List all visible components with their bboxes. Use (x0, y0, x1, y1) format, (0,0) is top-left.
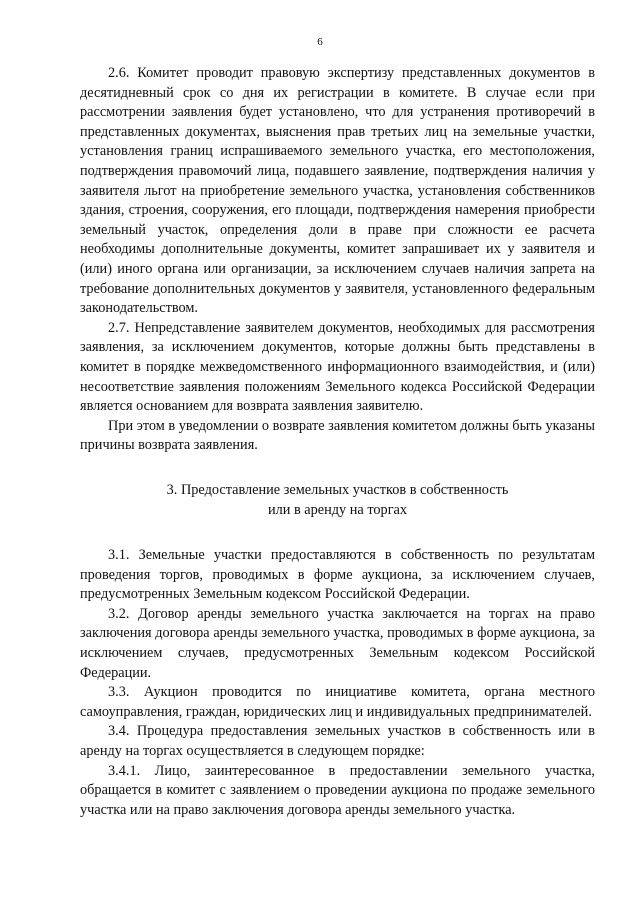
section-3-heading (80, 480, 595, 520)
page-number: 6 (317, 36, 323, 48)
paragraph-3-2: 3.2. Договор аренды земельного участка заключается на торгах на право заключения договора аренды земельного участка, проводимых в форме аукциона, за исключением случаев, предусмотренных Земельным кодексом Российской Федерации. (80, 605, 595, 681)
paragraph-3-3: 3.3. Аукцион проводится по инициативе комитета, органа местного самоуправления, граждан, юридических лиц и индивидуальных предпринимателей. (80, 684, 595, 720)
section-3-title-line-1: 3. Предоставление земельных участков в собственность (166, 482, 509, 498)
paragraph-3-4: 3.4. Процедура предоставления земельных участков в собственность или в аренду на торгах осуществляется в следующем порядке: (80, 723, 595, 759)
paragraph-2-6: 2.6. Комитет проводит правовую экспертизу представленных документов в десятидневный срок со дня их регистрации в комитете. В случае если при рассмотрении заявления будет установлено, что для устранения противоречий в представленных документах, выяснения прав третьих лиц на земельные участки, установления границ испрашиваемого земельного участка, его местоположения, подтверждения правомочий лица, подавшего заявление, подтверждения наличия у заявителя льгот на приобретение земельного участка, установления собственников здания, строения, сооружения, его площади, подтверждения намерения приобрести земельный участок, определения доли в праве при сложности ее расчета необходимы дополнительные документы, комитет запрашивает их у заявителя и (или) иного органа или организации, за исключением случаев наличия запрета на требование дополнительных документов у заявителя, установленного федеральным законодательством. (80, 65, 595, 317)
section-3-text (80, 546, 595, 820)
paragraph-3-1: 3.1. Земельные участки предоставляются в собственность по результатам проведения торгов, проводимых в форме аукциона, за исключением случаев, предусмотренных Земельным кодексом Российской Федерации. (80, 547, 595, 603)
paragraph-2-7: 2.7. Непредставление заявителем документов, необходимых для рассмотрения заявления, за исключением документов, которые должны быть представлены в комитет в порядке межведомственного информационного взаимодействия, и (или) несоответствие заявления положениям Земельного кодекса Российской Федерации является основанием для возврата заявления заявителю. (80, 319, 595, 415)
section-2-text (80, 64, 595, 456)
section-3-title-line-2: или в аренду на торгах (267, 502, 408, 518)
paragraph-2-7-note: При этом в уведомлении о возврате заявления комитетом должны быть указаны причины возврата заявления. (80, 417, 595, 454)
paragraph-3-4-1: 3.4.1. Лицо, заинтересованное в предоставлении земельного участка, обращается в комитет с заявлением о проведении аукциона по продаже земельного участка или на право заключения договора аренды земельного участка. (80, 762, 595, 818)
